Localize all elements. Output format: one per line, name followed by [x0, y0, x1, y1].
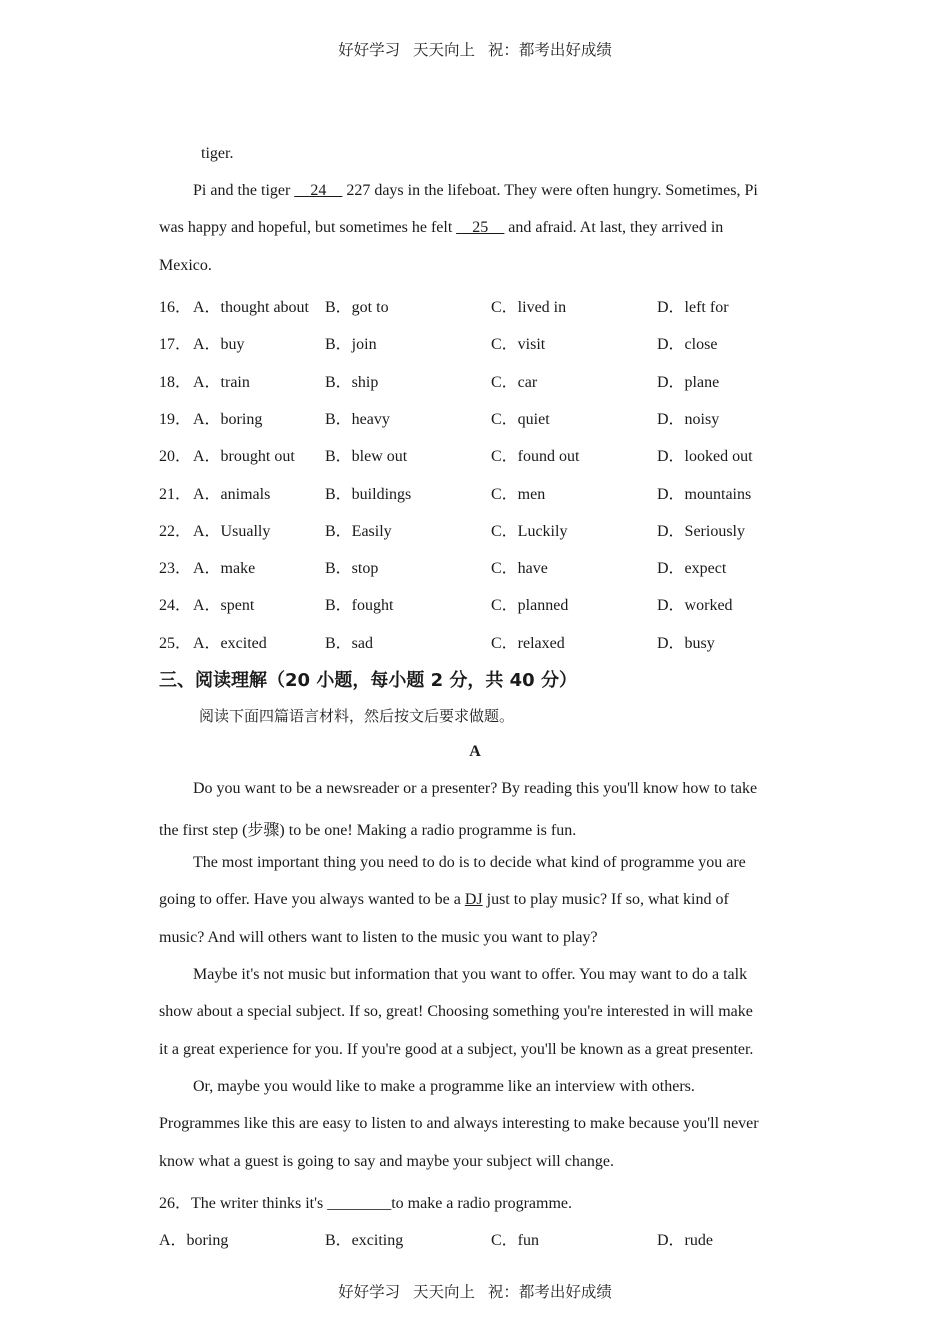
option-c: C．Luckily [491, 522, 568, 540]
section-instruction: 阅读下面四篇语言材料，然后按文后要求做题。 [199, 707, 515, 725]
text: was happy and hopeful, but sometimes he felt [159, 219, 457, 236]
option-a: A．train [193, 373, 250, 391]
option-d: D．worked [657, 597, 733, 615]
option-d: D．noisy [657, 410, 720, 428]
option-b: B．exciting [325, 1232, 404, 1249]
passage-line: The most important thing you need to do is to decide what kind of programme you are [193, 854, 746, 871]
option-b: B．heavy [325, 410, 390, 428]
option-c: C．men [491, 485, 546, 503]
option-c: C．lived in [491, 299, 567, 316]
option-d: D．Seriously [657, 522, 746, 540]
passage-line [193, 182, 758, 200]
option-c: C．found out [491, 448, 580, 466]
text: and afraid. At last, they arrived in [504, 219, 724, 236]
option-b: B．got to [325, 299, 389, 316]
passage-line: it a great experience for you. If you're good at a subject, you'll be known as a great presenter. [159, 1041, 754, 1058]
page-footer: 好好学习 天天向上 祝：都考出好成绩 [338, 1283, 612, 1301]
option-a: A．brought out [193, 448, 295, 466]
passage-line [159, 219, 723, 237]
passage-line: Mexico. [159, 257, 212, 274]
option-d: D．rude [657, 1232, 713, 1249]
page-header: 好好学习 天天向上 祝：都考出好成绩 [338, 41, 612, 59]
passage-line [159, 891, 729, 909]
passage-line: show about a special subject. If so, great! Choosing something you're interested in will make [159, 1003, 753, 1020]
question-number: 20． [159, 448, 192, 466]
passage-label: A [469, 743, 481, 760]
passage-line: Maybe it's not music but information that you want to offer. You may want to do a talk [193, 966, 748, 983]
option-a: A．Usually [193, 522, 271, 540]
option-b: B．sad [325, 634, 374, 652]
option-b: B．ship [325, 373, 379, 391]
option-a: A．thought about [193, 299, 309, 316]
option-d: D．plane [657, 373, 720, 391]
option-a: A．make [193, 560, 256, 578]
passage-line: Or, maybe you would like to make a programme like an interview with others. [193, 1078, 695, 1095]
question-number: 21． [159, 485, 192, 503]
underlined-word: DJ [464, 891, 483, 908]
passage-line: tiger. [201, 145, 234, 162]
option-b: B．buildings [325, 485, 412, 503]
option-c: C．quiet [491, 410, 550, 428]
passage-line: Do you want to be a newsreader or a presenter? By reading this you'll know how to take [193, 780, 758, 797]
option-d: D．busy [657, 634, 715, 652]
section-title: 三、阅读理解（20 小题，每小题 2 分，共 40 分） [159, 670, 577, 691]
blank-25: __25__ [456, 219, 505, 236]
option-b: B．Easily [325, 522, 392, 540]
option-d: D．looked out [657, 448, 753, 466]
question-number: 24． [159, 597, 192, 615]
option-d: D．left for [657, 299, 729, 316]
option-a: A．boring [159, 1232, 229, 1249]
question-number: 17． [159, 336, 192, 354]
option-a: A．buy [193, 336, 245, 354]
passage-line: music? And will others want to listen to the music you want to play? [159, 929, 598, 946]
option-c: C．fun [491, 1232, 540, 1249]
option-b: B．fought [325, 597, 394, 615]
option-b: B．join [325, 336, 377, 354]
passage-line: know what a guest is going to say and maybe your subject will change. [159, 1153, 615, 1170]
question-number: 25． [159, 634, 192, 652]
option-c: C．have [491, 560, 548, 578]
option-a: A．excited [193, 634, 267, 652]
option-c: C．relaxed [491, 634, 565, 652]
question-number: 19． [159, 410, 192, 428]
option-a: A．spent [193, 597, 255, 615]
option-c: C．car [491, 373, 538, 391]
blank-24: __24__ [294, 182, 343, 199]
option-d: D．mountains [657, 485, 752, 503]
text: just to play music? If so, what kind of [482, 891, 729, 908]
option-c: C．visit [491, 336, 546, 354]
question-number: 18． [159, 373, 192, 391]
option-a: A．boring [193, 410, 263, 428]
passage-line: the first step (步骤) to be one! Making a radio programme is fun. [159, 822, 577, 839]
option-c: C．planned [491, 597, 569, 615]
question-number: 22． [159, 522, 192, 540]
passage-line: Programmes like this are easy to listen to and always interesting to make because you'll never [159, 1115, 759, 1132]
text: going to offer. Have you always wanted to be a [159, 891, 465, 908]
option-b: B．blew out [325, 448, 408, 466]
option-d: D．expect [657, 560, 727, 578]
question-number: 16． [159, 299, 192, 316]
option-b: B．stop [325, 560, 379, 578]
text: Pi and the tiger [193, 182, 295, 199]
text: 227 days in the lifeboat. They were often hungry. Sometimes, Pi [342, 182, 758, 199]
option-a: A．animals [193, 485, 271, 503]
question-stem: 26．The writer thinks it's ________to make a radio programme. [159, 1195, 573, 1212]
question-number: 23． [159, 560, 192, 578]
option-d: D．close [657, 336, 718, 354]
